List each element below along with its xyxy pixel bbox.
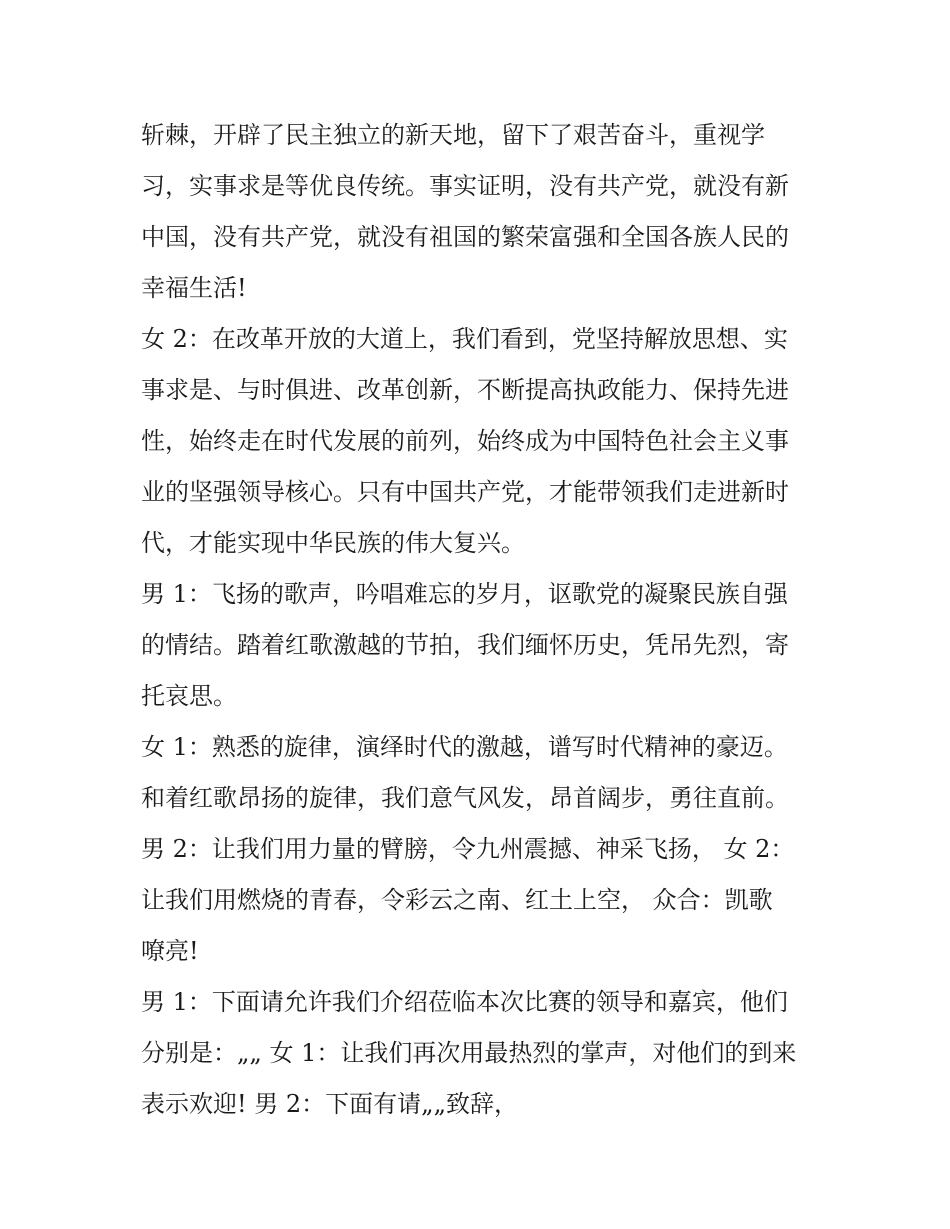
text-line: 女 1：熟悉的旋律，演绎时代的激越，谱写时代精神的豪迈。 bbox=[141, 733, 788, 761]
text-line: 表示欢迎! 男 2：下面有请„„致辞， bbox=[141, 1090, 519, 1118]
text-line: 的情结。踏着红歌激越的节拍，我们缅怀历史，凭吊先烈，寄 bbox=[141, 631, 789, 659]
text-line: 中国，没有共产党，就没有祖国的繁荣富强和全国各族人民的 bbox=[141, 223, 789, 251]
text-line: 嘹亮! bbox=[141, 937, 199, 965]
text-line: 业的坚强领导核心。只有中国共产党，才能带领我们走进新时 bbox=[141, 478, 789, 506]
document-body bbox=[141, 110, 821, 1130]
text-line: 分别是：„„ 女 1：让我们再次用最热烈的掌声，对他们的到来 bbox=[141, 1039, 797, 1067]
text-line: 女 2：在改革开放的大道上，我们看到，党坚持解放思想、实 bbox=[141, 325, 788, 353]
text-line: 让我们用燃烧的青春，令彩云之南、红土上空， 众合：凯歌 bbox=[141, 886, 773, 914]
text-line: 斩棘，开辟了民主独立的新天地，留下了艰苦奋斗，重视学 bbox=[141, 121, 765, 149]
text-line: 男 1：飞扬的歌声，吟唱难忘的岁月，讴歌党的凝聚民族自强 bbox=[141, 580, 788, 608]
text-line: 习，实事求是等优良传统。事实证明，没有共产党，就没有新 bbox=[141, 172, 789, 200]
text-line: 幸福生活! bbox=[141, 274, 247, 302]
text-line: 性，始终走在时代发展的前列，始终成为中国特色社会主义事 bbox=[141, 427, 789, 455]
text-line: 和着红歌昂扬的旋律，我们意气风发，昂首阔步，勇往直前。 bbox=[141, 784, 789, 812]
text-line: 代，才能实现中华民族的伟大复兴。 bbox=[141, 529, 525, 557]
text-line: 托哀思。 bbox=[141, 682, 237, 710]
text-line: 事求是、与时俱进、改革创新，不断提高执政能力、保持先进 bbox=[141, 376, 789, 404]
text-line: 男 2：让我们用力量的臂膀，令九州震撼、神采飞扬， 女 2： bbox=[141, 835, 795, 863]
text-line: 男 1：下面请允许我们介绍莅临本次比赛的领导和嘉宾，他们 bbox=[141, 988, 788, 1016]
